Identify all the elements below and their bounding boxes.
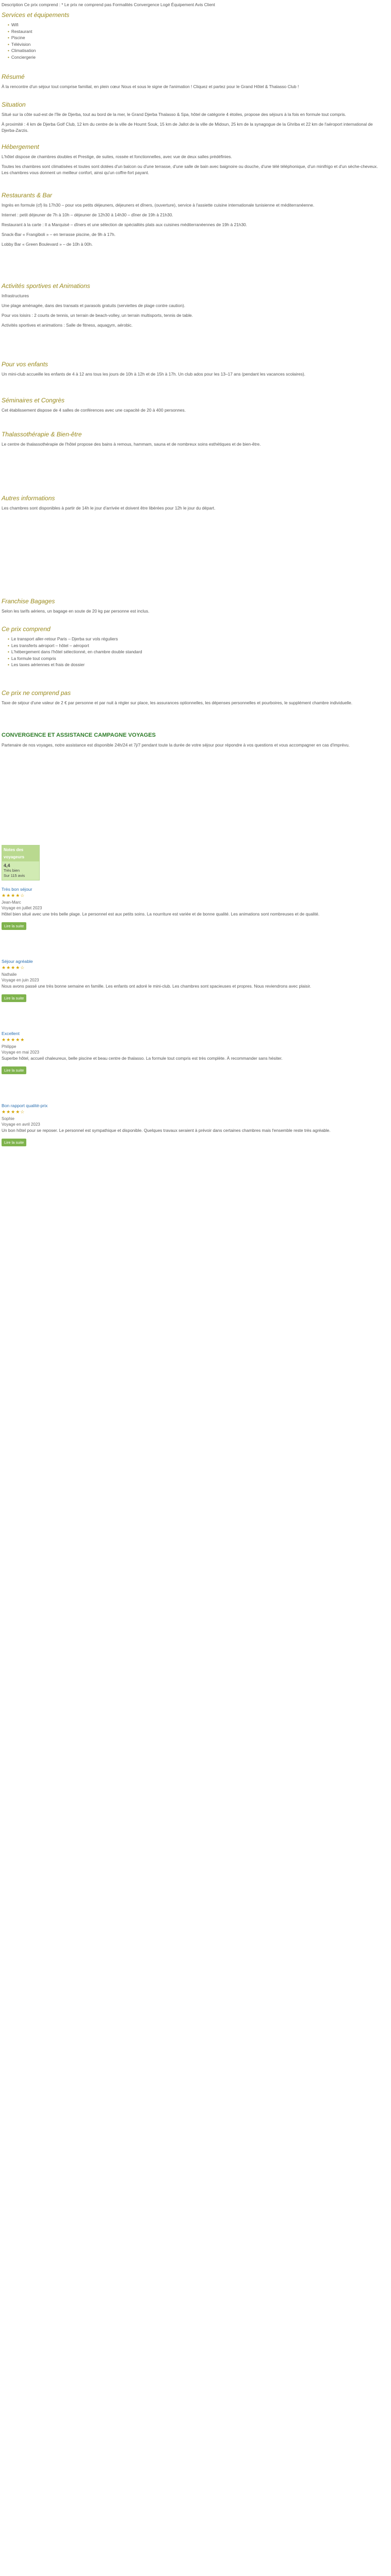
notes-label: Très bien [4,868,20,873]
review-title: Très bon séjour [2,887,32,892]
situation-heading: Situation [2,101,26,108]
convergence-text: Partenaire de nos voyages, notre assistance est disponible 24h/24 et 7j/7 pendant toute la durée de votre séjour pour répondre à vos questions et vous accompagner en cas d'imprévu. [2,742,350,748]
review-stars: ★★★★☆ [2,893,25,898]
list-item: • Climatisation [8,47,386,54]
notes-box [2,845,40,880]
prix-ne-comprend-section [2,689,386,709]
seminaires-text: Cet établissement dispose de 4 salles de conférences avec une capacité de 20 à 400 personnes. [2,408,186,413]
list-item: • Conciergerie [8,54,386,61]
seminaires-heading: Séminaires et Congrès [2,397,65,404]
restaurants-heading: Restaurants & Bar [2,192,53,199]
prix-comprend-heading: Ce prix comprend [2,625,51,633]
review-stars: ★★★★☆ [2,965,25,970]
read-more-button[interactable]: Lire la suite [2,994,26,1003]
review-text: Superbe hôtel, accueil chaleureux, belle piscine et beau centre de thalasso. La formule tout compris est très complète. À recommander sans hésiter. [2,1055,283,1061]
activites-section [2,282,386,332]
prix-comprend-section [2,625,386,671]
paragraph: Internet : petit déjeuner de 7h à 10h – déjeuner de 12h30 à 14h30 – dîner de 19h à 21h30. [2,212,173,217]
paragraph: Restaurant à la carte : Il a Marquisé – dîners et une sélection de spécialités plats aux cuisines méditerranéennes de 19h à 21h30. [2,222,247,227]
read-more-button[interactable]: Lire la suite [2,1139,26,1147]
enfants-section [2,361,386,381]
notes-body [2,861,39,880]
review-text: Hôtel bien situé avec une très belle plage. Le personnel est aux petits soins. La nourriture est variée et de bonne qualité. Les animations sont nombreuses et de qualité. [2,911,320,917]
paragraph: L'hôtel dispose de chambres doubles et Prestige, de suites, rossée et fonctionnelles, avec vue de deux salles prédéfinies. [2,154,232,159]
read-more-button[interactable]: Lire la suite [2,922,26,930]
autres-section [2,495,386,515]
review-author: Philippe [2,1044,17,1049]
bagages-heading: Franchise Bagages [2,598,55,605]
review-text: Nous avons passé une très bonne semaine en famille. Les enfants ont adoré le mini-club. Les chambres sont spacieuses et propres. Nous reviendrons avec plaisir. [2,983,312,989]
notes-score: 4,4 [4,863,10,868]
paragraph: Situé sur la côte sud-est de l'île de Djerba, tout au bord de la mer, le Grand Djerba Thalasso & Spa, hôtel de catégorie 4 étoiles, propose des séjours à la fois en formule tout compris. [2,112,346,117]
review-author: Nathalie [2,972,17,977]
thalasso-heading: Thalassothérapie & Bien-être [2,431,82,438]
activites-subheading: Infrastructures [2,293,29,298]
situation-section [2,101,386,137]
paragraph: Pour vos loisirs : 2 courts de tennis, un terrain de beach-volley, un terrain multisports, tennis de table. [2,313,193,318]
intro-line: Description Ce prix comprend : * Le prix ne comprend pas Formalités Convergence Logé Équipement Avis Client [2,2,215,7]
review [2,958,386,1002]
convergence-section [2,732,386,752]
restaurants-section [2,192,386,251]
paragraph: Toutes les chambres sont climatisées et toutes sont dotées d'un balcon ou d'une terrasse, d'une salle de bain avec baignoire ou douche, d'une télé téléphonique, d'un minifrigo et d'un sèche-cheveux. Les chambres vous donnent un meilleur confort, ainsi qu'un coffre-fort payant. [2,164,378,175]
enfants-heading: Pour vos enfants [2,361,48,368]
review-date: Voyage en mai 2023 [2,1049,39,1055]
seminaires-section [2,397,386,417]
notes-count: Sur 115 avis [4,873,25,878]
review-text: Un bon hôtel pour se reposer. Le personnel est sympathique et disponible. Quelques travaux seraient à prévoir dans certaines chambres mais l'ensemble reste très agréable. [2,1127,331,1133]
review-stars: ★★★★☆ [2,1109,25,1114]
paragraph: Une plage aménagée, dans des transats et parasols gratuits (serviettes de plage contre caution). [2,303,186,308]
paragraph: À proximité : 4 km de Djerba Golf Club, 12 km du centre de la ville de Houmt Souk, 15 km de Jallot de la ville de Midoun, 25 km de la synagogue de la Ghriba et 22 km de l'aéroport international de Djerba-Zarzis. [2,122,373,133]
resume-text: À la rencontre d'un séjour tout comprise familial, en plein cœur Nous et sous le signe de l'animation ! Cliquez et partez pour le Grand Hôtel & Thalasso Club ! [2,84,299,89]
bagages-section [2,598,386,618]
activites-heading: Activités sportives et Animations [2,282,90,290]
list-item: • Restaurant [8,28,386,35]
list-item: • Le transport aller-retour Paris – Djerba sur vols réguliers [8,636,386,642]
list-item: • Piscine [8,35,386,41]
services-list [8,22,386,60]
paragraph: Lobby Bar « Green Boulevard » – de 10h à 00h. [2,242,93,247]
list-item: • Les transferts aéroport – hôtel – aéroport [8,642,386,649]
services-heading: Services et équipements [2,11,70,19]
prix-comprend-list [8,636,386,668]
list-item: • Wifi [8,22,386,28]
prix-ne-comprend-text: Taxe de séjour d'une valeur de 2 € par personne et par nuit à régler sur place, les assurances optionnelles, les dépenses personnelles et pourboires, le supplément chambre individuelle. [2,700,353,705]
paragraph: Ingrès en formule (cf) lis 17h30 – pour vos petits déjeuners, déjeuners et dîners, (ouverture), service à l'assiette cuisine internationale tunisienne et méditerranéenne. [2,202,315,208]
thalasso-text: Le centre de thalassothérapie de l'hôtel propose des bains à remous, hammam, sauna et de nombreux soins esthétiques et de bien-être. [2,442,261,447]
review-author: Jean-Marc [2,900,21,905]
review [2,886,386,930]
services-section [2,11,386,63]
convergence-heading: CONVERGENCE ET ASSISTANCE CAMPAGNE VOYAGES [2,732,156,738]
notes-title: Notes des voyageurs [2,845,39,861]
review-title: Séjour agréable [2,959,33,964]
hebergement-section [2,143,386,179]
list-item: • Télévision [8,41,386,48]
review-stars: ★★★★★ [2,1037,25,1042]
autres-heading: Autres informations [2,495,55,502]
review-date: Voyage en juillet 2023 [2,905,42,910]
prix-ne-comprend-heading: Ce prix ne comprend pas [2,689,71,697]
review [2,1030,386,1074]
list-item: • L'hébergement dans l'hôtel sélectionné, en chambre double standard [8,649,386,655]
review-title: Bon rapport qualité-prix [2,1103,48,1108]
autres-text: Les chambres sont disponibles à partir de 14h le jour d'arrivée et doivent être libérées pour 12h le jour du départ. [2,505,216,511]
review-date: Voyage en avril 2023 [2,1122,40,1127]
hebergement-heading: Hébergement [2,143,39,150]
review-date: Voyage en juin 2023 [2,977,39,982]
bagages-text: Selon les tarifs aériens, un bagage en soute de 20 kg par personne est inclus. [2,608,150,614]
resume-heading: Résumé [2,73,25,80]
enfants-text: Un mini-club accueille les enfants de 4 à 12 ans tous les jours de 10h à 12h et de 15h à 17h. Un club ados pour les 13–17 ans (pendant les vacances scolaires). [2,371,305,377]
list-item: • La formule tout compris [8,655,386,662]
list-item: • Les taxes aériennes et frais de dossier [8,662,386,668]
review-title: Excellent [2,1031,20,1036]
paragraph: Activités sportives et animations : Salle de fitness, aquagym, aérobic. [2,323,133,328]
thalasso-section [2,431,386,451]
review [2,1103,386,1146]
review-author: Sophie [2,1116,14,1121]
resume-section [2,73,386,93]
read-more-button[interactable]: Lire la suite [2,1066,26,1075]
paragraph: Snack-Bar « Frangiboli » – en terrasse piscine, de 9h à 17h. [2,232,116,237]
